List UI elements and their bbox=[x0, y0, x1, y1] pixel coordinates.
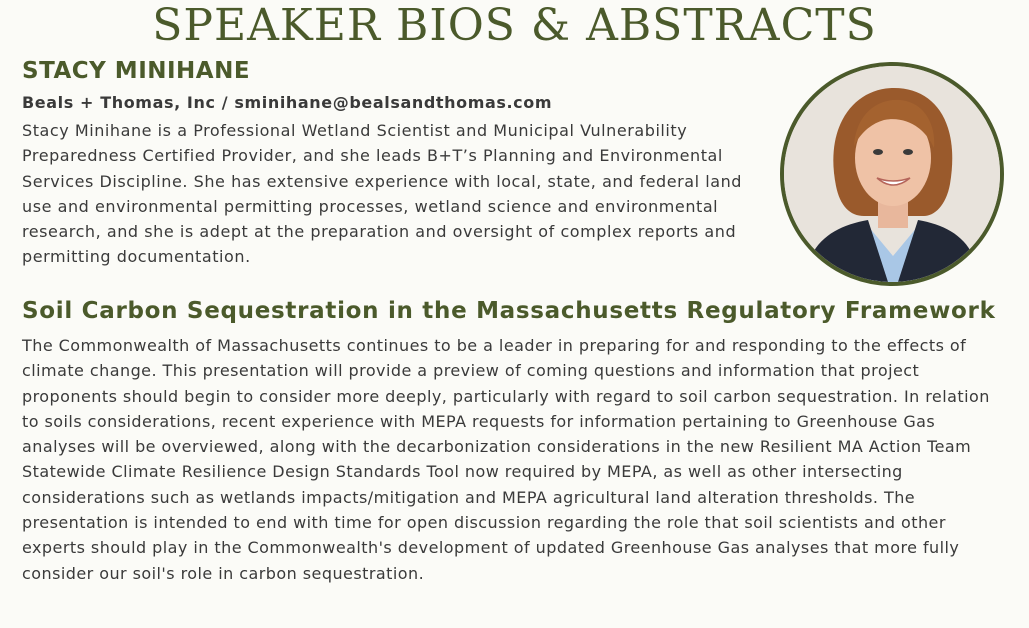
abstract-body: The Commonwealth of Massachusetts continues to be a leader in preparing for and responding to the effects of climate change. This presentation will provide a preview of coming questions and information that project proponents should begin to consider more deeply, particularly with regard to soil carbon sequestration. In relation to soils considerations, recent experience with MEPA requests for information pertaining to Greenhouse Gas analyses will be overviewed, along with the decarbonization considerations in the new Resilient MA Action Team Statewide Climate Resilience Design Standards Tool now required by MEPA, as well as other intersecting considerations such as wetlands impacts/mitigation and MEPA agricultural land alteration thresholds. The presentation is intended to end with time for open discussion regarding the role that soil scientists and other experts should play in the Commonwealth's development of updated Greenhouse Gas analyses that more fully consider our soil's role in carbon sequestration. bbox=[22, 336, 990, 583]
speaker-portrait-illustration bbox=[784, 66, 1000, 282]
abstract-title: Soil Carbon Sequestration in the Massachusetts Regulatory Framework bbox=[22, 298, 996, 324]
speaker-photo bbox=[780, 62, 1004, 286]
speaker-affiliation: Beals + Thomas, Inc / sminihane@bealsandthomas.com bbox=[22, 93, 553, 112]
speaker-bio: Stacy Minihane is a Professional Wetland Scientist and Municipal Vulnerability Preparedness Certified Provider, and she leads B+T’s Planning and Environmental Services Discipline. She has extensive experience with local, state, and federal land use and environmental permitting processes, wetland science and environmental research, and she is adept at the preparation and oversight of complex reports and permitting documentation. bbox=[22, 121, 742, 267]
speaker-name: STACY MINIHANE bbox=[22, 58, 251, 84]
page-title: SPEAKER BIOS & ABSTRACTS bbox=[152, 0, 877, 51]
